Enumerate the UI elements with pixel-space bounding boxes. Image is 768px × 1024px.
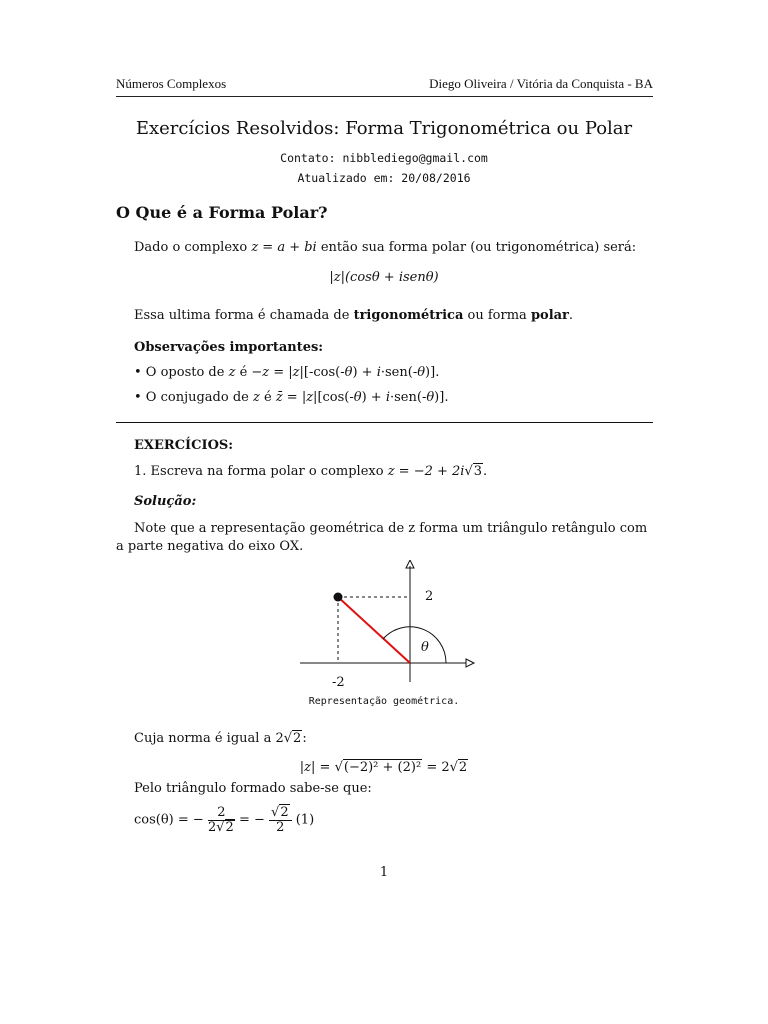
den-coefficient: 2 (207, 820, 217, 835)
norm-text-end: : (302, 731, 307, 746)
triangle-paragraph: Pelo triângulo formado sabe-se que: (134, 781, 372, 796)
intro-text-after: então sua forma polar (ou trigonométrica) será: (316, 240, 637, 255)
obs-theta: θ (426, 390, 435, 405)
norm-lhs: |z| = (299, 760, 335, 775)
fraction-denominator: 2 (276, 820, 285, 835)
intro-text-before: Dado o complexo (134, 240, 252, 255)
angle-arc (383, 627, 446, 663)
theta-label: θ (421, 640, 429, 655)
updated-line: Atualizado em: 20/08/2016 (297, 171, 471, 185)
observation-item (134, 365, 439, 380)
geometric-figure (290, 560, 480, 690)
observation-item (134, 390, 448, 405)
intro-formula: z = a + bi (251, 240, 317, 255)
obs-text: [-cos(- (303, 365, 345, 380)
obs-var: z (228, 365, 236, 380)
sqrt-radicand: (−2)² + (2)² (343, 760, 422, 775)
exercise-math: z = −2 + 2i (387, 464, 465, 479)
cos-mid: = − (238, 812, 265, 828)
obs-text: é (235, 365, 252, 380)
obs-i: i (385, 390, 390, 405)
section-rule (116, 422, 653, 423)
cosine-equation (134, 806, 314, 835)
fraction-numerator: 2 (208, 806, 235, 821)
obs-theta: θ (344, 365, 353, 380)
y-tick-label: 2 (425, 589, 434, 604)
x-tick-label: -2 (332, 675, 345, 690)
essa-bold-polar: polar (530, 308, 569, 323)
page-number: 1 (379, 865, 389, 880)
polar-formula: |z|(cosθ + isenθ) (329, 270, 439, 285)
bullet: • (134, 390, 142, 405)
obs-text: )]. (425, 365, 440, 380)
cos-lhs: cos(θ) = − (134, 812, 204, 828)
section-title: O Que é a Forma Polar? (116, 203, 328, 222)
sqrt-radicand: 2 (225, 820, 234, 835)
sqrt-radicand: 2 (293, 731, 302, 746)
figure-caption: Representação geométrica. (308, 696, 460, 707)
contact-line: Contato: nibblediego@gmail.com (280, 151, 488, 165)
norm-formula: |z| = √(−2)² + (2)² = 2√2 (299, 760, 468, 775)
obs-text: ) + (352, 365, 377, 380)
obs-text: é (259, 390, 276, 405)
exercise-1: 1. Escreva na forma polar o complexo z = −2 + 2i√3. (134, 464, 488, 479)
obs-text: )]. (434, 390, 449, 405)
obs-text: [cos(- (317, 390, 354, 405)
solution-label: Solução: (134, 494, 197, 509)
x-axis-arrow (466, 659, 474, 667)
header-rule (116, 96, 653, 97)
essa-paragraph (134, 308, 573, 323)
sqrt-radicand: 2 (458, 760, 468, 775)
exercise-text: 1. Escreva na forma polar o complexo (134, 464, 388, 479)
exercise-text-end: . (483, 464, 488, 479)
document-title: Exercícios Resolvidos: Forma Trigonométrica ou Polar (135, 118, 633, 139)
vector-line (338, 597, 410, 663)
obs-theta: θ (353, 390, 362, 405)
point-z (334, 593, 343, 602)
running-header-right: Diego Oliveira / Vitória da Conquista - BA (429, 76, 653, 91)
obs-text: O oposto de (141, 365, 229, 380)
essa-text-c: ou forma (463, 308, 531, 323)
norm-text: Cuja norma é igual a 2 (134, 731, 284, 746)
essa-bold-trig: trigonométrica (353, 308, 464, 323)
fraction-denominator: 2√2 (207, 820, 234, 835)
obs-text: ·sen(- (380, 365, 418, 380)
fraction (269, 806, 292, 835)
fraction (208, 806, 235, 835)
bullet: • (134, 365, 142, 380)
exercises-title: EXERCÍCIOS: (134, 438, 234, 453)
equation-reference: (1) (295, 812, 315, 828)
fraction-numerator: √2 (269, 806, 292, 821)
essa-text-a: Essa ultima forma é chamada de (134, 308, 354, 323)
obs-text: ·sen(- (390, 390, 427, 405)
obs-text: ) + (361, 390, 386, 405)
intro-paragraph (134, 240, 636, 255)
obs-i: i (376, 365, 381, 380)
sqrt-radicand: 2 (280, 805, 289, 820)
observations-title: Observações importantes: (134, 340, 324, 355)
obs-math: −z = |z| (251, 365, 304, 380)
norm-rhs: = 2 (422, 760, 450, 775)
note-paragraph: Note que a representação geométrica de z forma um triângulo retângulo com a parte negativa do eixo OX. (116, 521, 648, 554)
obs-var: z (252, 390, 260, 405)
running-header-left: Números Complexos (116, 76, 227, 91)
sqrt-radicand: 3 (473, 464, 483, 479)
essa-text-e: . (568, 308, 574, 323)
obs-math: z̄ = |z| (275, 390, 318, 405)
obs-text: O conjugado de (141, 390, 253, 405)
obs-theta: θ (417, 365, 426, 380)
norm-paragraph: Cuja norma é igual a 2√2: (134, 731, 307, 746)
